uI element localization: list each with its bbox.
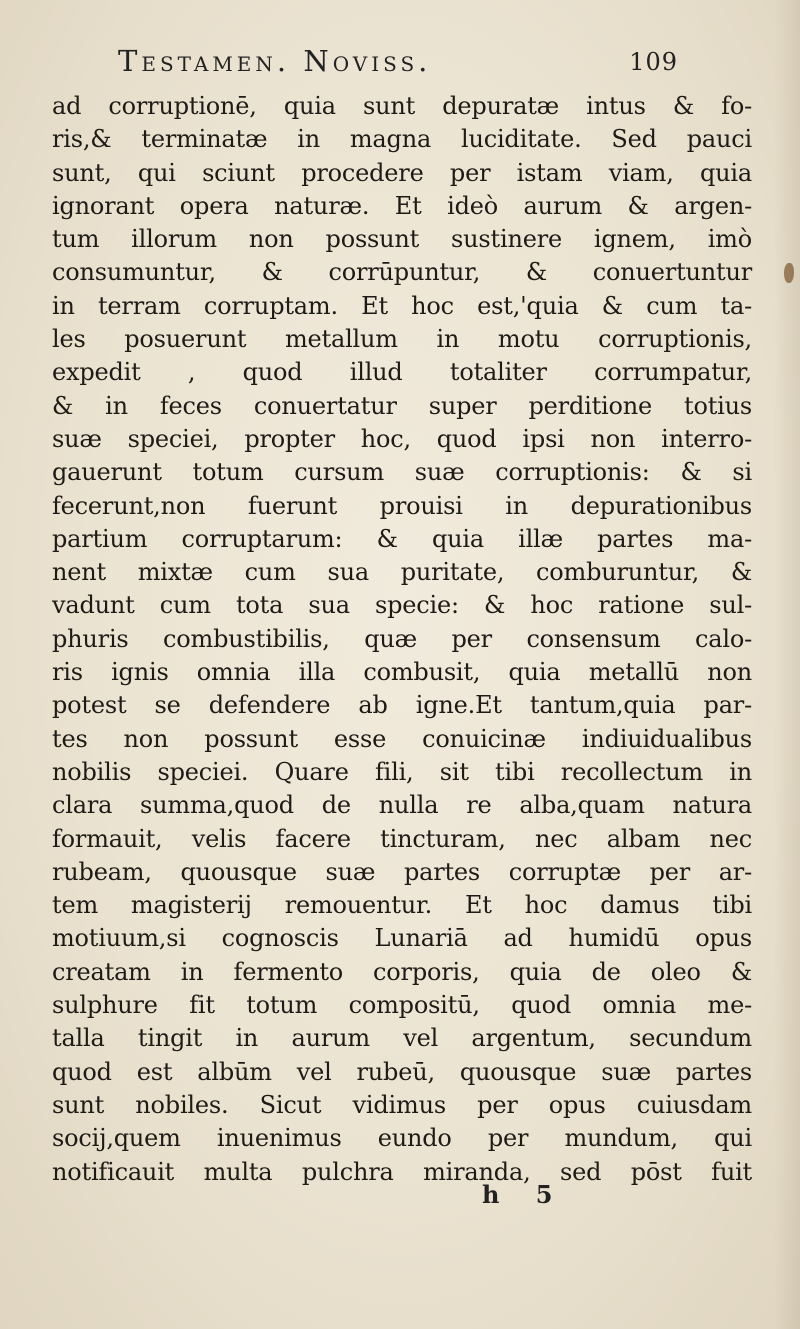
- text-line: clara summa,quod de nulla re alba,quam natura: [52, 791, 752, 820]
- text-line: sunt, qui sciunt procedere per istam viam, quia: [52, 158, 752, 187]
- text-line: gauerunt totum cursum suæ corruptionis: & si: [52, 458, 752, 487]
- text-line: nent mixtæ cum sua puritate, comburuntur, &: [52, 558, 752, 587]
- running-head: [118, 44, 678, 84]
- text-line: les posuerunt metallum in motu corruptionis,: [52, 325, 752, 354]
- text-line: fecerunt,non fuerunt prouisi in depurationibus: [52, 491, 752, 520]
- text-line: socij,quem inuenimus eundo per mundum, qui: [52, 1124, 752, 1153]
- ink-stain: [784, 263, 794, 283]
- text-line: formauit, velis facere tincturam, nec albam nec: [52, 824, 752, 853]
- body-text: [52, 90, 752, 1189]
- text-line: sulphure fit totum compositū, quod omnia me-: [52, 991, 752, 1020]
- text-line: in terram corruptam. Et hoc est,'quia & cum ta-: [52, 291, 752, 320]
- text-line: notificauit multa pulchra miranda, sed pōst fuit: [52, 1157, 752, 1186]
- text-line: tum illorum non possunt sustinere ignem, imò: [52, 225, 752, 254]
- signature-mark: h 5: [482, 1180, 567, 1209]
- text-line: tem magisterij remouentur. Et hoc damus tibi: [52, 891, 752, 920]
- text-line: potest se defendere ab igne.Et tantum,quia par-: [52, 691, 752, 720]
- text-line: vadunt cum tota sua specie: & hoc ratione sul-: [52, 591, 752, 620]
- text-line: suæ speciei, propter hoc, quod ipsi non interro-: [52, 424, 752, 453]
- page-edge-shadow: [774, 0, 800, 1329]
- text-line: quod est albūm vel rubeū, quousque suæ partes: [52, 1057, 752, 1086]
- running-title: Testamen. Noviss.: [118, 44, 432, 78]
- text-line: sunt nobiles. Sicut vidimus per opus cuiusdam: [52, 1090, 752, 1119]
- text-line: nobilis speciei. Quare fili, sit tibi recollectum in: [52, 757, 752, 786]
- text-line: talla tingit in aurum vel argentum, secundum: [52, 1024, 752, 1053]
- text-line: rubeam, quousque suæ partes corruptæ per ar-: [52, 857, 752, 886]
- page-number: 109: [629, 48, 678, 76]
- text-line: ad corruptionē, quia sunt depuratæ intus & fo-: [52, 92, 752, 120]
- text-line: ignorant opera naturæ. Et ideò aurum & argen-: [52, 191, 752, 220]
- text-line: & in feces conuertatur super perditione totius: [52, 391, 752, 420]
- text-line: creatam in fermento corporis, quia de oleo &: [52, 957, 752, 986]
- text-line: consumuntur, & corrūpuntur, & conuertuntur: [52, 258, 752, 287]
- text-line: partium corruptarum: & quia illæ partes ma-: [52, 524, 752, 553]
- text-line: phuris combustibilis, quæ per consensum calo-: [52, 624, 752, 653]
- text-line: ris,& terminatæ in magna luciditate. Sed pauci: [52, 125, 752, 154]
- text-line: tes non possunt esse conuicinæ indiuidualibus: [52, 724, 752, 753]
- text-line: ris ignis omnia illa combusit, quia metallū non: [52, 658, 752, 687]
- text-line: expedit , quod illud totaliter corrumpatur,: [52, 358, 752, 387]
- text-line: motiuum,si cognoscis Lunariā ad humidū opus: [52, 924, 752, 953]
